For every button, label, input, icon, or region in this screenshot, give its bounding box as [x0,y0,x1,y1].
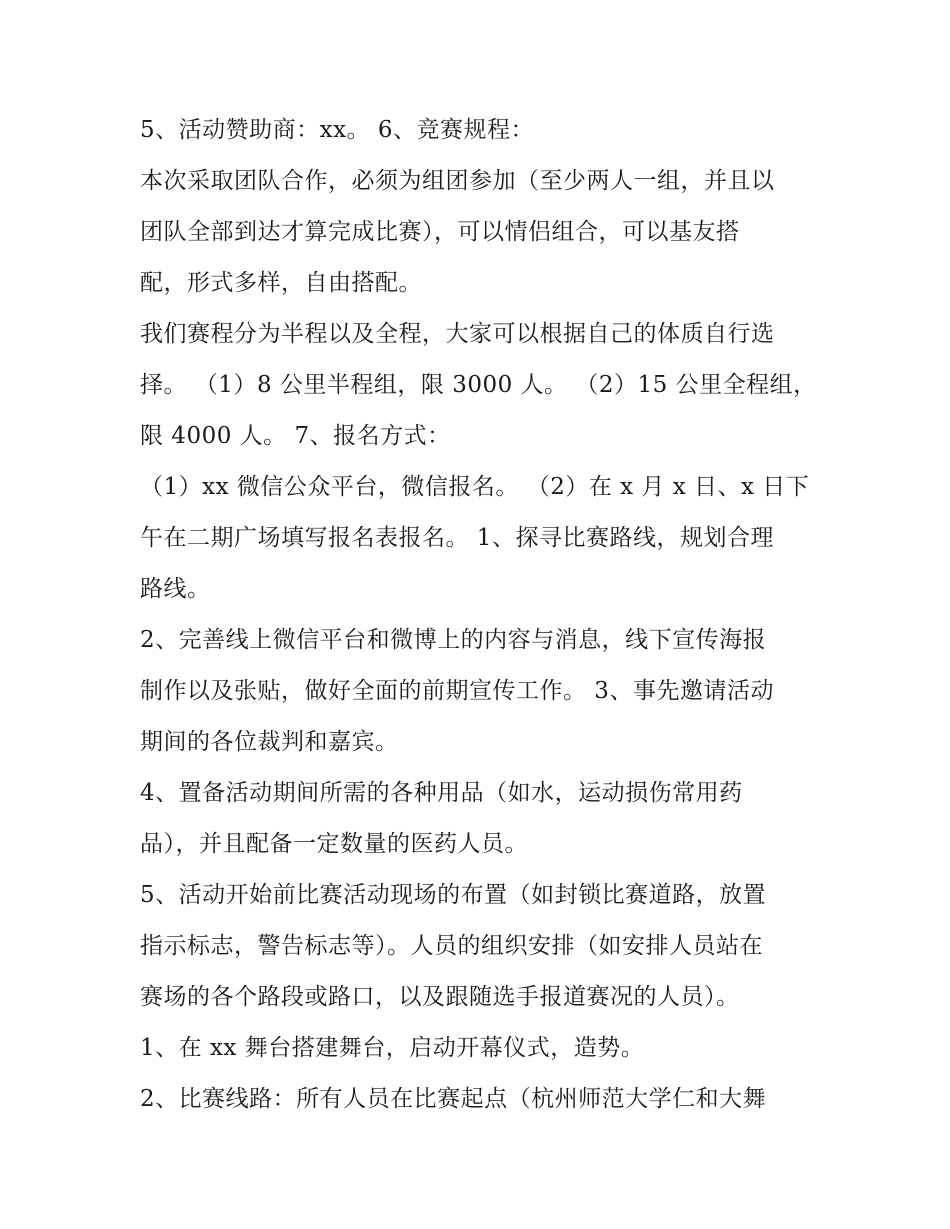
text-line: 团队全部到达才算完成比赛），可以情侣组合，可以基友搭 [140,219,740,245]
text-line: 4、置备活动期间所需的各种用品（如水，运动损伤常用药 [140,780,743,806]
text-line: 2、完善线上微信平台和微博上的内容与消息，线下宣传海报 [140,627,767,653]
text-line: 5、活动赞助商：xx。 6、竞赛规程： [140,117,535,143]
text-line: 1、在 xx 舞台搭建舞台，启动开幕仪式，造势。 [140,1035,645,1061]
document-body [140,105,820,1125]
text-line: 本次采取团队合作，必须为组团参加（至少两人一组，并且以 [140,168,775,194]
text-line: 指示标志，警告标志等）。人员的组织安排（如安排人员站在 [140,933,763,959]
text-line: 5、活动开始前比赛活动现场的布置（如封锁比赛道路，放置 [140,882,767,908]
text-line: 期间的各位裁判和嘉宾。 [140,729,399,755]
text-line: 路线。 [140,576,211,602]
text-line: 2、比赛线路：所有人员在比赛起点（杭州师范大学仁和大舞 [140,1086,767,1112]
text-line: 品），并且配备一定数量的医药人员。 [140,831,528,857]
text-line: （1）xx 微信公众平台，微信报名。 （2）在 x 月 x 日、x 日下 [140,474,810,500]
text-line: 赛场的各个路段或路口，以及跟随选手报道赛况的人员）。 [140,984,740,1010]
text-line: 制作以及张贴，做好全面的前期宣传工作。 3、事先邀请活动 [140,678,774,704]
text-line: 配，形式多样，自由搭配。 [140,270,422,296]
text-line: 限 4000 人。 7、报名方式： [140,423,451,449]
text-line: 午在二期广场填写报名表报名。 1、探寻比赛路线，规划合理 [140,525,774,551]
text-line: 我们赛程分为半程以及全程，大家可以根据自己的体质自行选 [140,321,775,347]
text-line: 择。 （1）8 公里半程组，限 3000 人。 （2）15 公里全程组， [140,372,817,398]
